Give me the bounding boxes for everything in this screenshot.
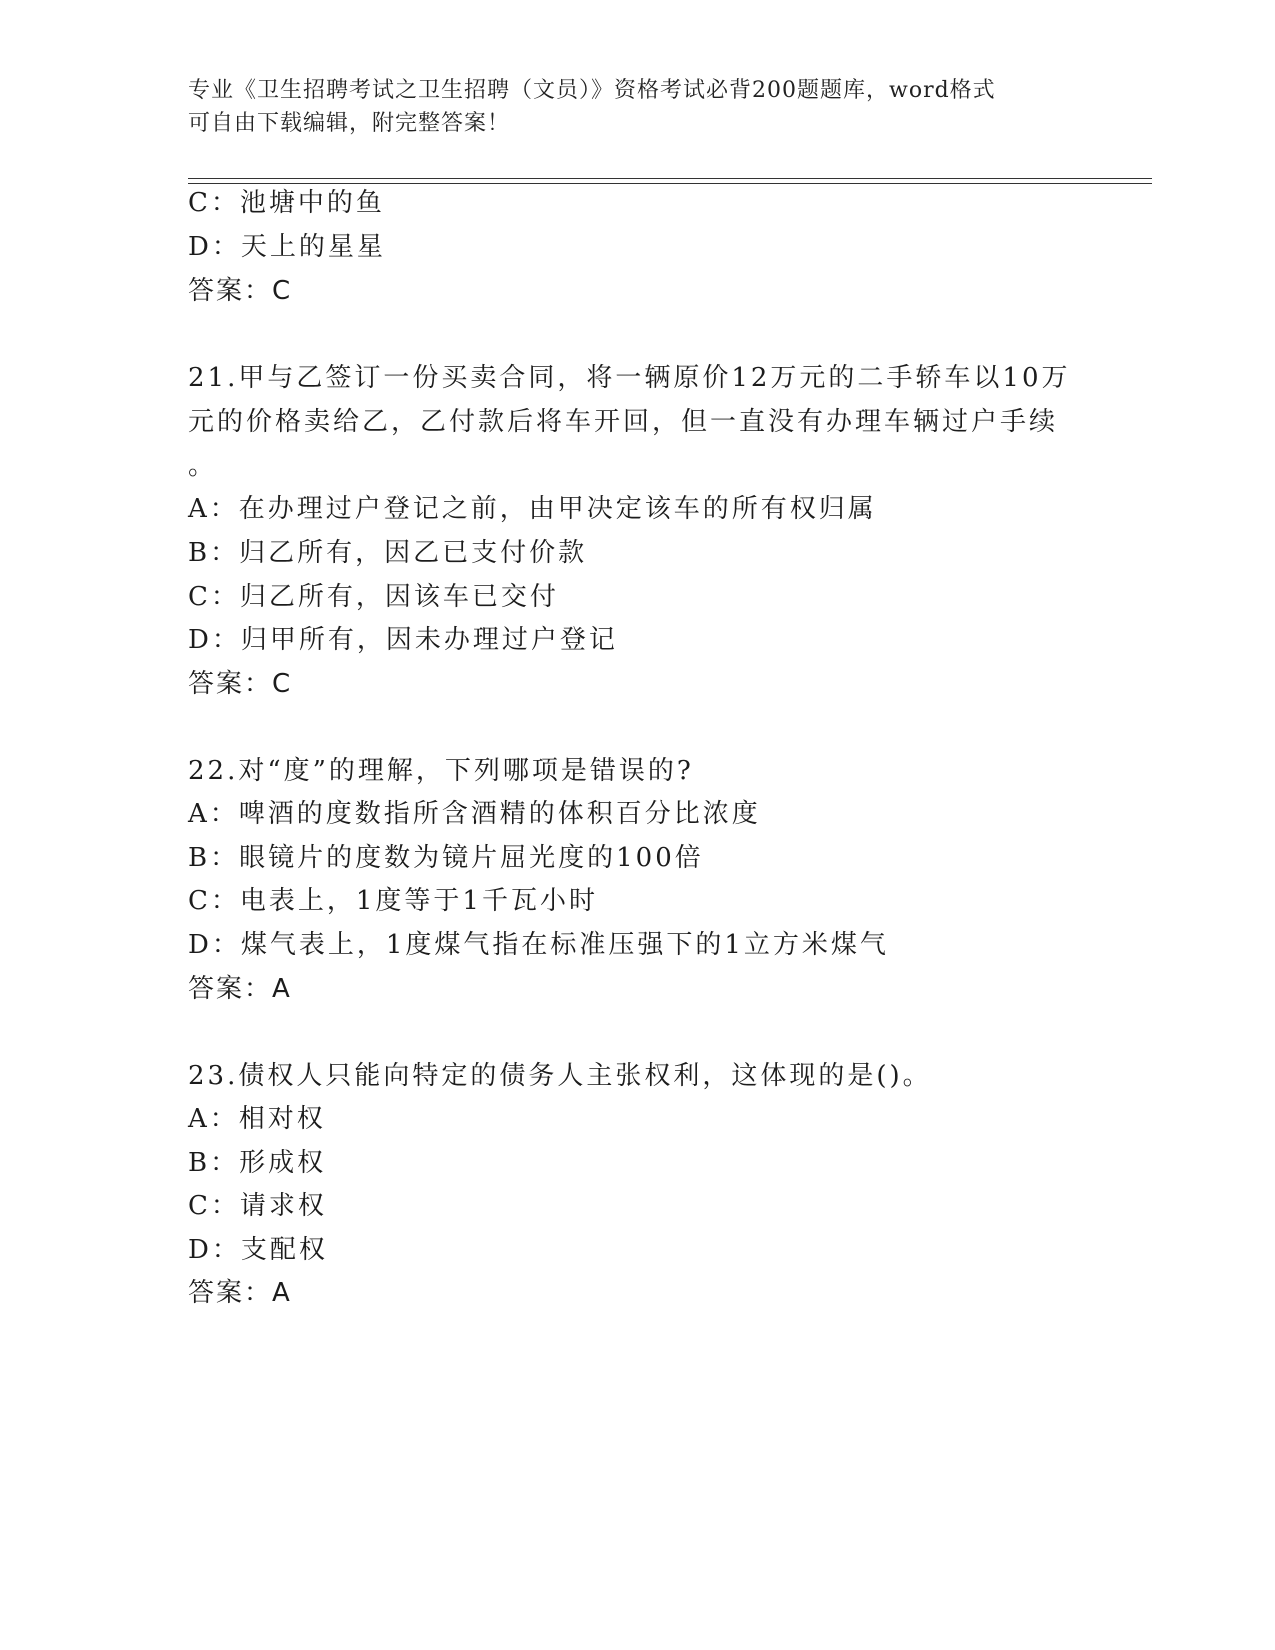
q21-stem-line-1: 21.甲与乙签订一份买卖合同，将一辆原价12万元的二手轿车以10万: [188, 363, 1071, 393]
q23-option-d: D：支配权: [188, 1235, 328, 1265]
document-header: [188, 74, 1068, 140]
q22-option-c: C：电表上，1度等于1千瓦小时: [188, 886, 598, 916]
q23-answer: 答案：A: [188, 1278, 292, 1308]
q21-stem-line-2: 元的价格卖给乙，乙付款后将车开回，但一直没有办理车辆过户手续: [188, 407, 1059, 437]
q21-stem-line-3: 。: [188, 451, 218, 481]
q21-option-d: D：归甲所有，因未办理过户登记: [188, 625, 618, 655]
q23-option-c: C：请求权: [188, 1191, 327, 1221]
q22-option-d: D：煤气表上，1度煤气指在标准压强下的1立方米煤气: [188, 930, 889, 960]
q21-option-a: A：在办理过户登记之前，由甲决定该车的所有权归属: [188, 494, 877, 524]
q21-option-c: C：归乙所有，因该车已交付: [188, 582, 559, 612]
q21-answer: 答案：C: [188, 669, 293, 699]
header-title-line-1: 专业《卫生招聘考试之卫生招聘（文员）》资格考试必背200题题库，word格式: [188, 78, 996, 103]
q23-stem: 23.债权人只能向特定的债务人主张权利，这体现的是()。: [188, 1061, 932, 1091]
q23-option-a: A：相对权: [188, 1104, 326, 1134]
q20-option-d: D：天上的星星: [188, 232, 386, 262]
q21-option-b: B：归乙所有，因乙已支付价款: [188, 538, 588, 568]
q20-answer: 答案：C: [188, 276, 293, 306]
header-divider-bottom: [188, 183, 1152, 184]
q23-option-b: B：形成权: [188, 1148, 327, 1178]
q22-option-a: A：啤酒的度数指所含酒精的体积百分比浓度: [188, 799, 761, 829]
q22-option-b: B：眼镜片的度数为镜片屈光度的100倍: [188, 843, 704, 873]
q20-option-c: C：池塘中的鱼: [188, 188, 385, 218]
header-title-line-2: 可自由下载编辑，附完整答案！: [188, 111, 511, 136]
header-divider-top: [188, 178, 1152, 179]
q22-stem: 22.对“度”的理解，下列哪项是错误的?: [188, 756, 694, 786]
q22-answer: 答案：A: [188, 974, 292, 1004]
